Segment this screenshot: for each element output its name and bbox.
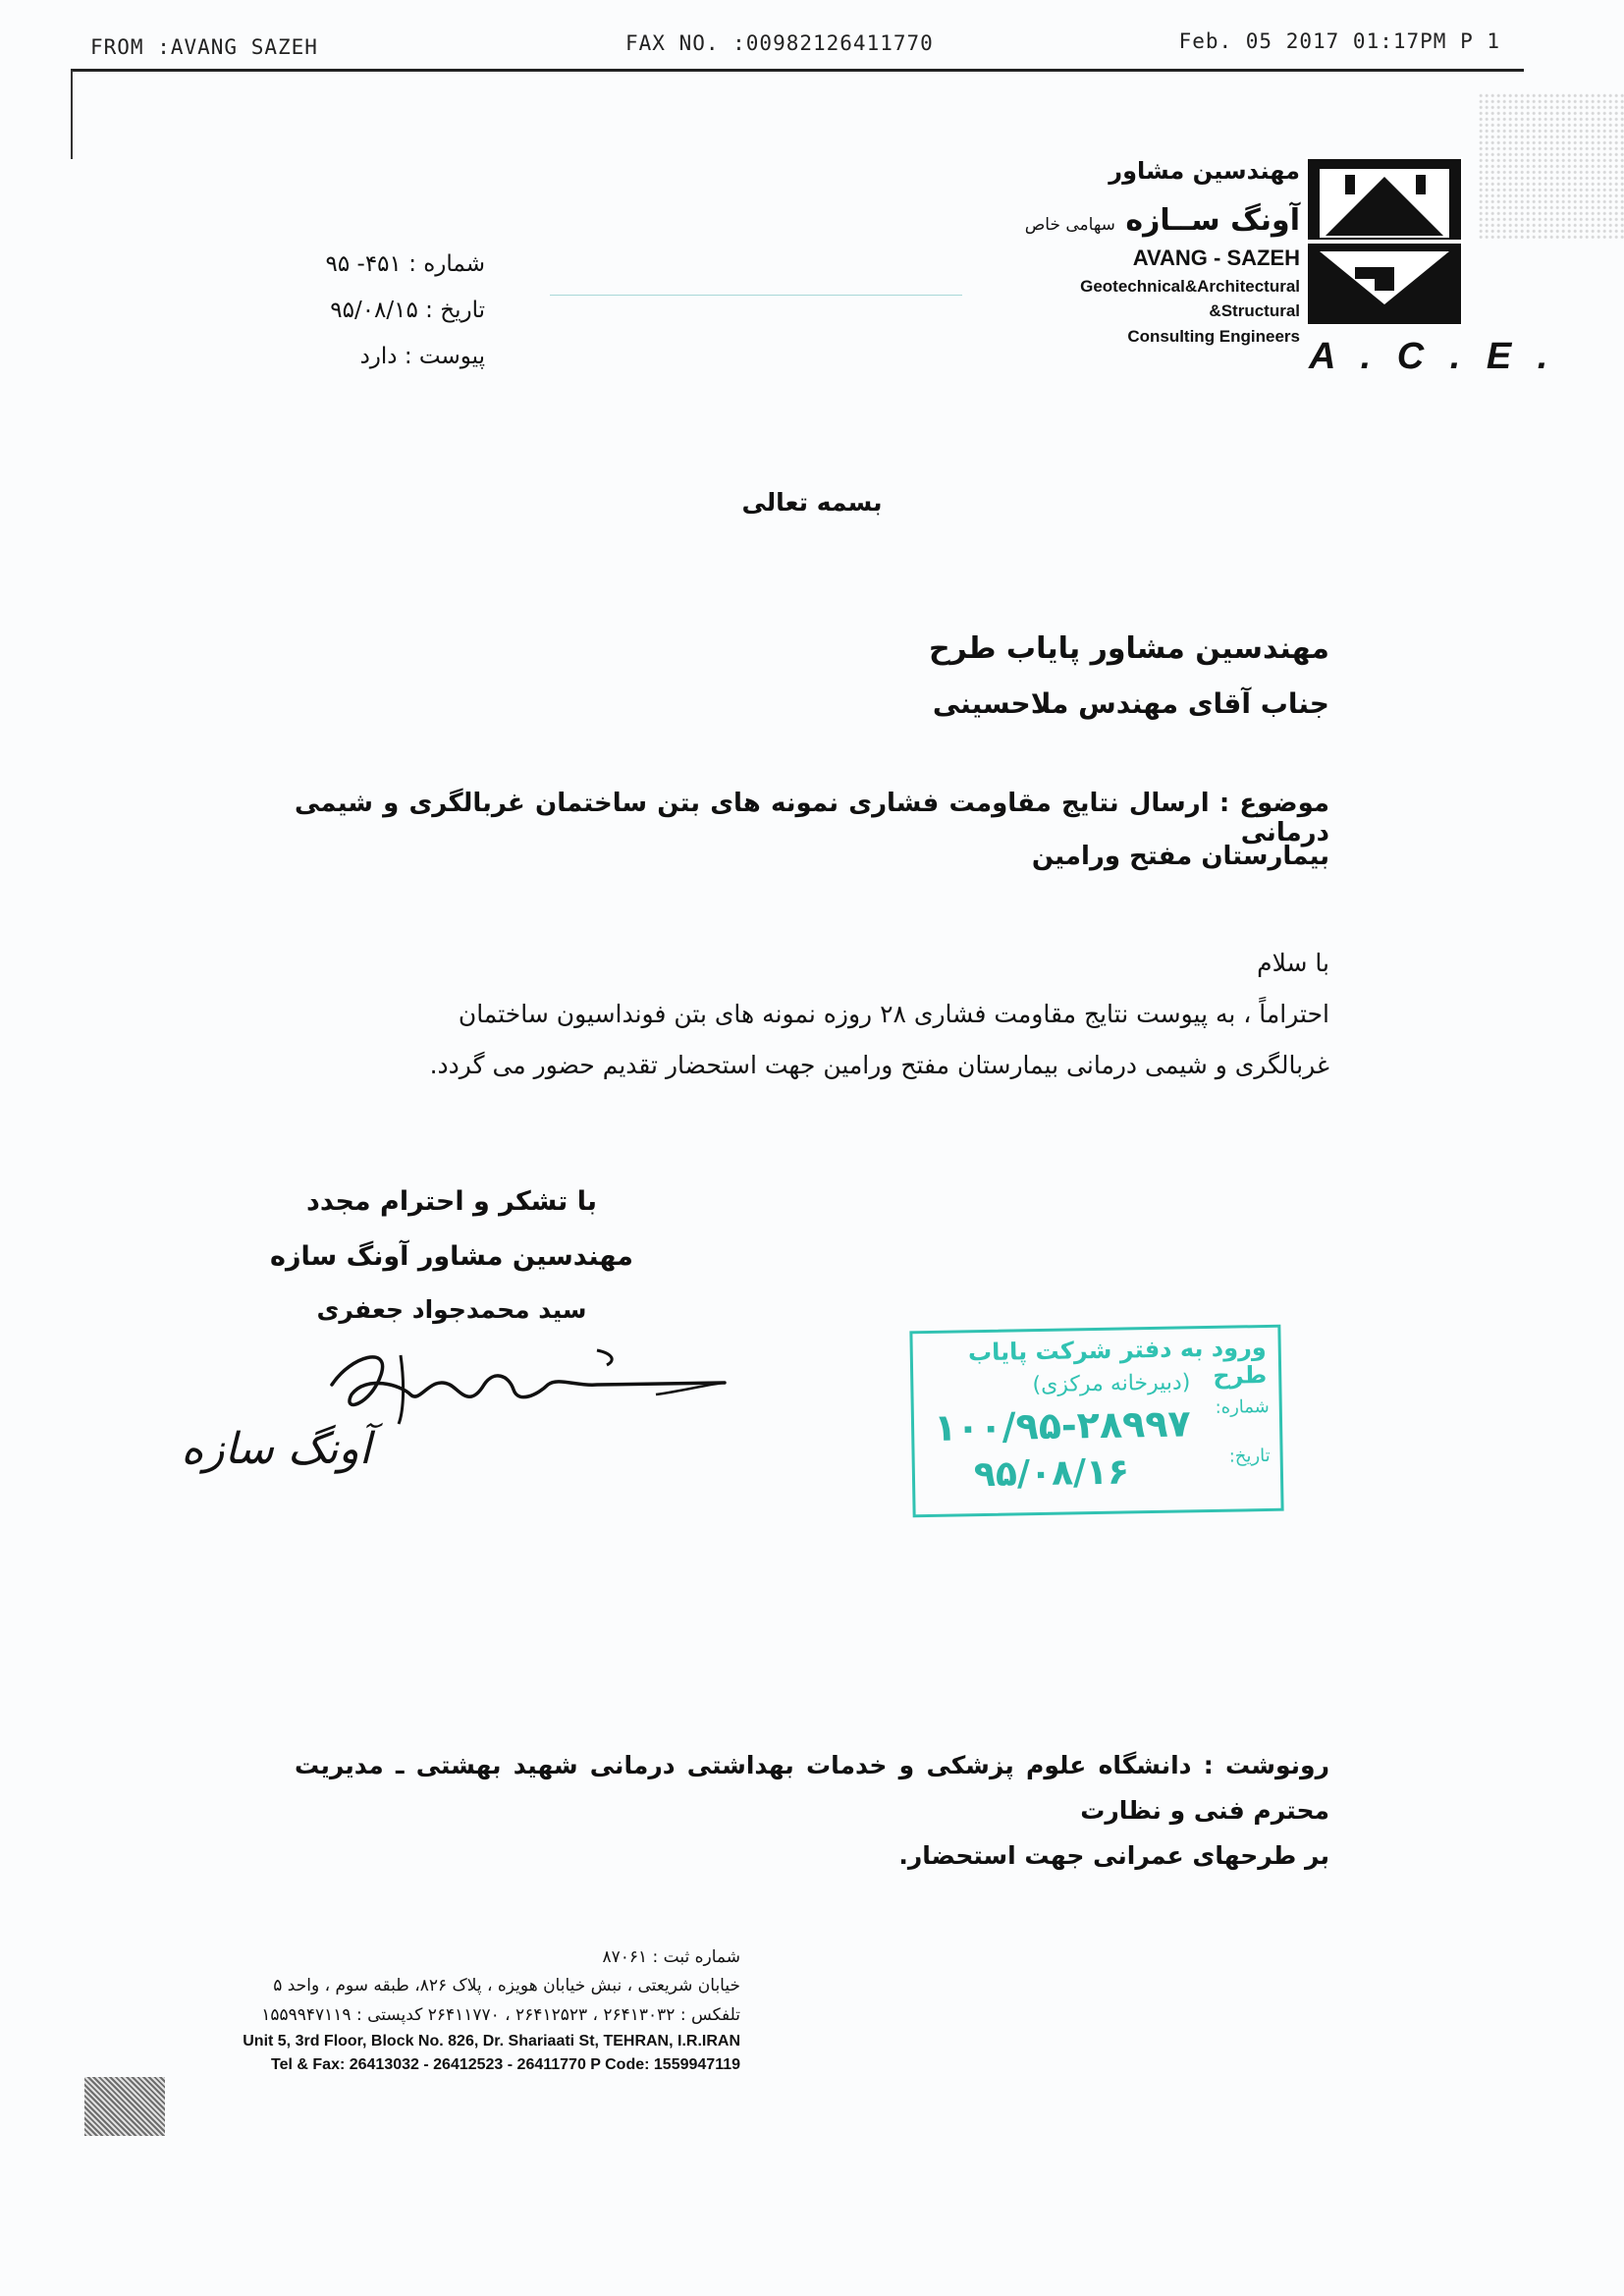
company-logo	[1306, 157, 1463, 326]
company-desc-line2: &Structural	[1209, 301, 1300, 320]
stamp-date-label: تاریخ:	[1228, 1445, 1271, 1467]
stamp-subtitle: (دبیرخانه مرکزی)	[1032, 1370, 1191, 1398]
body-line1: احتراماً ، به پیوست نتایج مقاومت فشاری ۲۸ روزه نمونه های بتن فونداسیون ساختمان	[458, 1000, 1329, 1028]
footer-address-en: Unit 5, 3rd Floor, Block No. 826, Dr. Shariaati St, TEHRAN, I.R.IRAN	[243, 2033, 740, 2050]
letter-number: شماره : ۴۵۱- ۹۵	[325, 251, 485, 277]
stamp-date-value: ۹۵/۰۸/۱۶	[973, 1451, 1130, 1496]
letter-attachment: پیوست : دارد	[359, 344, 485, 369]
stamp-number-value: ۱۰۰/۹۵-۲۸۹۹۷	[933, 1401, 1192, 1449]
company-name-en: AVANG - SAZEH	[1132, 246, 1300, 270]
company-desc-line3: Consulting Engineers	[1127, 327, 1300, 346]
stamp-title: ورود به دفتر شرکت پایاب طرح	[967, 1333, 1268, 1390]
addressee-line1: مهندسین مشاور پایاب طرح	[928, 631, 1329, 666]
addressee-line2: جناب آقای مهندس ملاحسینی	[932, 687, 1329, 720]
company-type-fa: سهامی خاص	[1024, 215, 1115, 235]
company-name-fa: آونگ ســازه	[1125, 203, 1300, 238]
fax-from: FROM :AVANG SAZEH	[90, 35, 318, 59]
signature-script: آونگ سازه	[181, 1424, 371, 1474]
footer-reg-number: شماره ثبت : ۸۷۰۶۱	[602, 1947, 740, 1967]
fax-number: FAX NO. :00982126411770	[625, 31, 934, 55]
cc-block	[295, 1743, 1329, 1879]
footer-tel-fa: تلفکس : ۲۶۴۱۳۰۳۲ ، ۲۶۴۱۲۵۲۳ ، ۲۶۴۱۱۷۷۰ کدپستی : ۱۵۵۹۹۴۷۱۱۹	[261, 2005, 740, 2025]
handwritten-signature	[181, 1316, 734, 1493]
footer-address-fa: خیابان شریعتی ، نبش خیابان هویزه ، پلاک ۸۲۶، طبقه سوم ، واحد ۵	[273, 1976, 740, 1995]
closing-line2: مهندسین مشاور آونگ سازه	[270, 1241, 633, 1272]
fax-left-rule	[71, 71, 73, 159]
company-name-fa-line1: مهندسین مشاور	[1109, 157, 1300, 185]
body-line2: غربالگری و شیمی درمانی بیمارستان مفتح ورامین جهت استحضار تقدیم حضور می گردد.	[429, 1051, 1329, 1079]
subject-line2: بیمارستان مفتح ورامین	[1031, 842, 1329, 871]
cc-line1: رونوشت : دانشگاه علوم پزشکی و خدمات بهداشتی درمانی شهید بهشتی ـ مدیریت محترم فنی و نظارت	[295, 1751, 1329, 1825]
fax-header	[90, 27, 1530, 57]
company-name-fa-line2	[1025, 203, 1300, 238]
greeting: با سلام	[1257, 949, 1329, 977]
received-stamp	[909, 1325, 1283, 1518]
letter-date: تاریخ : ۹۵/۰۸/۱۵	[330, 298, 485, 323]
faint-line	[550, 295, 962, 296]
barcode-icon	[84, 2077, 165, 2136]
cc-line2: بر طرحهای عمرانی جهت استحضار.	[898, 1841, 1329, 1870]
logo-ace-text: A . C . E .	[1309, 336, 1556, 377]
fax-header-rule	[71, 69, 1524, 72]
scan-noise	[1477, 93, 1624, 241]
closing-line1: با تشکر و احترام مجدد	[306, 1186, 597, 1217]
bismillah: بسمه تعالی	[741, 488, 883, 517]
closing-signatory: سید محمدجواد جعفری	[316, 1295, 587, 1324]
stamp-number-label: شماره:	[1215, 1395, 1270, 1418]
company-desc-line1: Geotechnical&Architectural	[1080, 277, 1300, 296]
footer-tel-en: Tel & Fax: 26413032 - 26412523 - 26411770 P Code: 1559947119	[271, 2056, 740, 2073]
fax-datetime: Feb. 05 2017 01:17PM P 1	[1178, 29, 1500, 53]
subject-line1: موضوع : ارسال نتایج مقاومت فشاری نمونه های بتن ساختمان غربالگری و شیمی درمانی	[295, 789, 1329, 847]
